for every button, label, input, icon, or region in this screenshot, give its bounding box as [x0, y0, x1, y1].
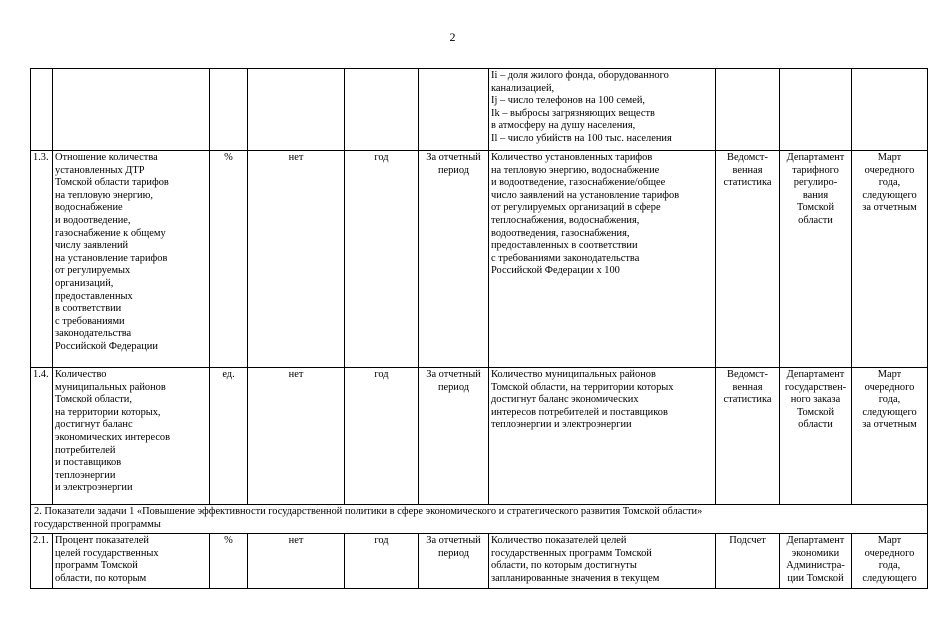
cell-period: год	[345, 151, 419, 368]
cell-method: Подсчет	[716, 534, 780, 589]
cell-num: 1.4.	[31, 368, 53, 505]
cell-time	[419, 69, 489, 151]
cell-formula: Количество муниципальных районов Томской области, на территории которых достигнут баланс экономических интересов потребителей и поставщиков теплоэнергии и электроэнергии	[489, 368, 716, 505]
cell-name: Количество муниципальных районов Томской области, на территории которых, достигнут баланс экономических интересов потребителей и поставщиков теплоэнергии и электроэнергии	[53, 368, 210, 505]
cell-num: 2.1.	[31, 534, 53, 589]
cell-method: Ведомст- венная статистика	[716, 151, 780, 368]
cell-deadline	[852, 69, 928, 151]
cell-col4	[248, 69, 345, 151]
cell-unit: %	[210, 151, 248, 368]
cell-responsible: Департамент государствен- ного заказа Томской области	[780, 368, 852, 505]
table-row	[31, 151, 928, 368]
cell-method	[716, 69, 780, 151]
cell-period: год	[345, 534, 419, 589]
cell-method: Ведомст- венная статистика	[716, 368, 780, 505]
cell-formula: Количество показателей целей государственных программ Томской области, по которым достигнуты запланированные значения в текущем	[489, 534, 716, 589]
cell-formula: Ii – доля жилого фонда, оборудованного канализацией, Ij – число телефонов на 100 семей, Ik – выбросы загрязняющих веществ в атмосферу на душу населения, Il – число убийств на 100 тыс. населения	[489, 69, 716, 151]
cell-col4: нет	[248, 151, 345, 368]
cell-responsible	[780, 69, 852, 151]
cell-time: За отчетный период	[419, 151, 489, 368]
cell-responsible: Департамент экономики Администра- ции Томской	[780, 534, 852, 589]
cell-formula: Количество установленных тарифов на тепловую энергию, водоснабжение и водоотведение, газоснабжение/общее число заявлений на установление тарифов от регулируемых организаций в сфере теплоснабжения, водоснабжения, водоотведения, газоснабжения, предоставленных в соответствии с требованиями законодательства Российской Федерации х 100	[489, 151, 716, 368]
cell-col4: нет	[248, 368, 345, 505]
cell-responsible: Департамент тарифного регулиро- вания Томской области	[780, 151, 852, 368]
page-number: 2	[449, 30, 456, 44]
table-row	[31, 368, 928, 505]
cell-deadline: Март очередного года, следующего	[852, 534, 928, 589]
cell-col4: нет	[248, 534, 345, 589]
table-row	[31, 534, 928, 589]
cell-name: Процент показателей целей государственных программ Томской области, по которым	[53, 534, 210, 589]
indicators-table	[30, 68, 928, 589]
cell-deadline: Март очередного года, следующего за отчетным	[852, 151, 928, 368]
cell-period	[345, 69, 419, 151]
cell-name: Отношение количества установленных ДТР Томской области тарифов на тепловую энергию, водоснабжение и водоотведение, газоснабжение к общему числу заявлений на установление тарифов от регулируемых организаций, предоставленных в соответствии с требованиями законодательства Российской Федерации	[53, 151, 210, 368]
cell-num	[31, 69, 53, 151]
cell-unit	[210, 69, 248, 151]
cell-deadline: Март очередного года, следующего за отчетным	[852, 368, 928, 505]
section-header-row	[31, 505, 928, 534]
table-row-continuation	[31, 69, 928, 151]
section-header: 2. Показатели задачи 1 «Повышение эффективности государственной политики в сфере экономического и стратегического развития Томской области» государственной программы	[31, 505, 928, 534]
cell-period: год	[345, 368, 419, 505]
cell-time: За отчетный период	[419, 368, 489, 505]
cell-unit: ед.	[210, 368, 248, 505]
cell-num: 1.3.	[31, 151, 53, 368]
cell-unit: %	[210, 534, 248, 589]
cell-time: За отчетный период	[419, 534, 489, 589]
cell-name	[53, 69, 210, 151]
